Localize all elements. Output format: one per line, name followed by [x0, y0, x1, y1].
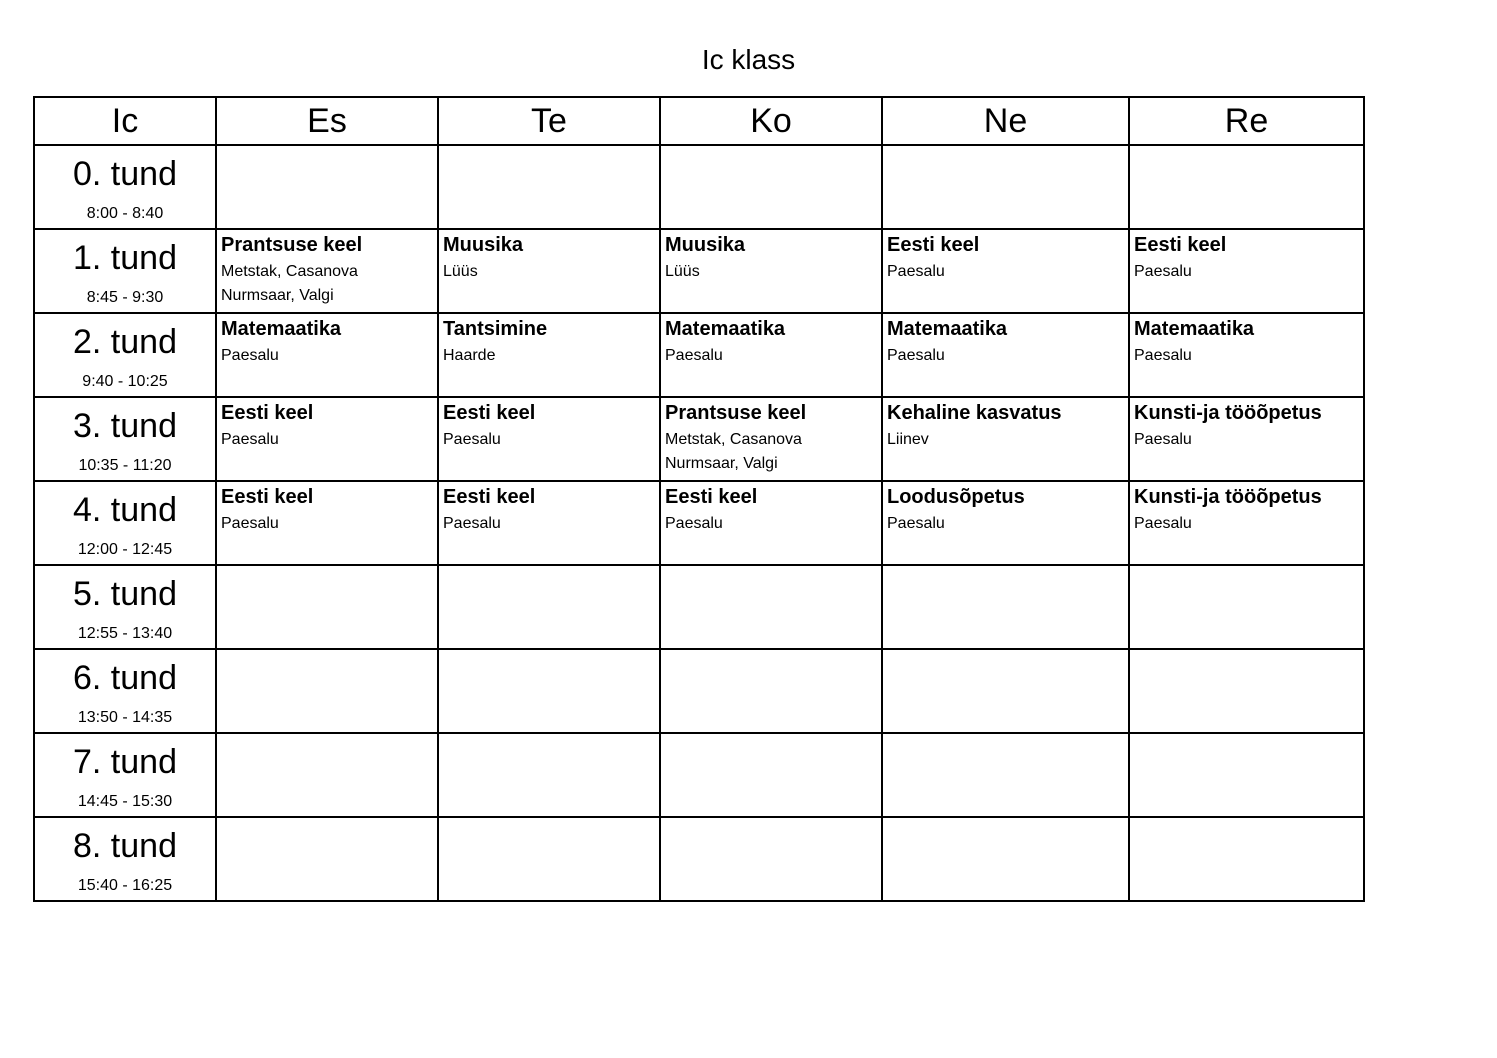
teacher-name: Paesalu [1134, 431, 1192, 448]
subject-name: Matemaatika [665, 318, 786, 340]
teacher-name: Paesalu [221, 347, 279, 364]
lesson-cell-ko [660, 145, 882, 229]
period-time: 14:45 - 15:30 [77, 793, 173, 810]
subject-name: Kehaline kasvatus [887, 402, 1062, 424]
period-name: 0. tund [73, 155, 177, 193]
lesson-cell-te [438, 565, 660, 649]
subject-name: Eesti keel [887, 234, 980, 256]
day-header-te: Te [438, 97, 660, 145]
subject-name: Eesti keel [1134, 234, 1227, 256]
lesson-cell-ne [882, 733, 1129, 817]
teacher-name: Paesalu [221, 515, 279, 532]
lesson-cell-ne [882, 229, 1129, 313]
subject-name: Matemaatika [1134, 318, 1255, 340]
teacher-name: Paesalu [887, 515, 945, 532]
teacher-name: Paesalu [1134, 515, 1192, 532]
lesson-cell-re [1129, 145, 1364, 229]
lesson-cell-te [438, 145, 660, 229]
lesson-cell-te [438, 313, 660, 397]
lesson-cell-re [1129, 649, 1364, 733]
lesson-cell-te [438, 229, 660, 313]
lesson-cell-ko [660, 649, 882, 733]
teacher-name: Paesalu [443, 515, 501, 532]
timetable [33, 96, 1365, 902]
subject-name: Kunsti-ja tööõpetus [1134, 486, 1322, 508]
lesson-cell-ne [882, 397, 1129, 481]
teacher-name: Metstak, Casanova [221, 263, 358, 280]
lesson-cell-te [438, 481, 660, 565]
subject-name: Matemaatika [887, 318, 1008, 340]
period-row [34, 145, 1364, 229]
subject-name: Matemaatika [221, 318, 342, 340]
teacher-name: Lüüs [665, 263, 700, 280]
period-cell [34, 817, 216, 901]
teacher-name: Paesalu [665, 347, 723, 364]
lesson-cell-ne [882, 649, 1129, 733]
subject-name: Tantsimine [443, 318, 548, 340]
day-header-ne: Ne [882, 97, 1129, 145]
teacher-name: Haarde [443, 347, 496, 364]
period-cell [34, 313, 216, 397]
subject-name: Eesti keel [665, 486, 758, 508]
period-time: 15:40 - 16:25 [77, 877, 173, 894]
period-row [34, 229, 1364, 313]
teacher-name: Liinev [887, 431, 929, 448]
subject-name: Eesti keel [443, 486, 536, 508]
subject-name: Eesti keel [221, 402, 314, 424]
teacher-name-2: Nurmsaar, Valgi [221, 287, 334, 304]
day-header-re: Re [1129, 97, 1364, 145]
lesson-cell-re [1129, 229, 1364, 313]
lesson-cell-es [216, 565, 438, 649]
teacher-name: Metstak, Casanova [665, 431, 802, 448]
lesson-cell-es [216, 733, 438, 817]
lesson-cell-es [216, 817, 438, 901]
period-time: 9:40 - 10:25 [82, 373, 168, 390]
lesson-cell-re [1129, 733, 1364, 817]
period-cell [34, 145, 216, 229]
period-cell [34, 229, 216, 313]
teacher-name: Paesalu [887, 263, 945, 280]
subject-name: Muusika [665, 234, 746, 256]
day-header-es: Es [216, 97, 438, 145]
period-time: 8:00 - 8:40 [86, 205, 164, 222]
teacher-name: Paesalu [887, 347, 945, 364]
lesson-cell-es [216, 229, 438, 313]
lesson-cell-ko [660, 229, 882, 313]
lesson-cell-re [1129, 313, 1364, 397]
period-time: 12:00 - 12:45 [77, 541, 173, 558]
period-time: 8:45 - 9:30 [86, 289, 164, 306]
header-row [34, 97, 1364, 145]
lesson-cell-ko [660, 481, 882, 565]
day-header-ko: Ko [660, 97, 882, 145]
lesson-cell-re [1129, 817, 1364, 901]
period-name: 7. tund [73, 743, 177, 781]
lesson-cell-ne [882, 145, 1129, 229]
lesson-cell-es [216, 313, 438, 397]
page-title: Ic klass [701, 44, 796, 75]
lesson-cell-ko [660, 313, 882, 397]
period-time: 10:35 - 11:20 [78, 457, 172, 474]
period-row [34, 565, 1364, 649]
lesson-cell-te [438, 733, 660, 817]
teacher-name: Paesalu [443, 431, 501, 448]
period-cell [34, 397, 216, 481]
period-row [34, 817, 1364, 901]
lesson-cell-es [216, 481, 438, 565]
lesson-cell-es [216, 145, 438, 229]
period-name: 2. tund [73, 323, 177, 361]
period-time: 12:55 - 13:40 [77, 625, 173, 642]
teacher-name-2: Nurmsaar, Valgi [665, 455, 778, 472]
period-cell [34, 649, 216, 733]
period-name: 6. tund [73, 659, 177, 697]
subject-name: Prantsuse keel [221, 234, 363, 256]
lesson-cell-ko [660, 733, 882, 817]
lesson-cell-ne [882, 313, 1129, 397]
period-name: 8. tund [73, 827, 177, 865]
subject-name: Loodusõpetus [887, 486, 1025, 508]
lesson-cell-re [1129, 397, 1364, 481]
subject-name: Eesti keel [221, 486, 314, 508]
teacher-name: Paesalu [221, 431, 279, 448]
period-row [34, 649, 1364, 733]
lesson-cell-es [216, 397, 438, 481]
lesson-cell-te [438, 397, 660, 481]
period-cell [34, 481, 216, 565]
teacher-name: Paesalu [1134, 347, 1192, 364]
lesson-cell-ne [882, 481, 1129, 565]
period-cell [34, 733, 216, 817]
period-row [34, 733, 1364, 817]
teacher-name: Paesalu [665, 515, 723, 532]
period-cell [34, 565, 216, 649]
period-name: 1. tund [73, 239, 177, 277]
subject-name: Kunsti-ja tööõpetus [1134, 402, 1322, 424]
lesson-cell-ko [660, 397, 882, 481]
period-row [34, 397, 1364, 481]
period-name: 5. tund [73, 575, 177, 613]
lesson-cell-te [438, 649, 660, 733]
subject-name: Muusika [443, 234, 524, 256]
lesson-cell-ko [660, 817, 882, 901]
class-header: Ic [34, 97, 216, 145]
subject-name: Prantsuse keel [665, 402, 807, 424]
period-name: 3. tund [73, 407, 177, 445]
lesson-cell-ne [882, 817, 1129, 901]
period-row [34, 313, 1364, 397]
lesson-cell-re [1129, 565, 1364, 649]
lesson-cell-ne [882, 565, 1129, 649]
teacher-name: Paesalu [1134, 263, 1192, 280]
teacher-name: Lüüs [443, 263, 478, 280]
period-row [34, 481, 1364, 565]
lesson-cell-ko [660, 565, 882, 649]
period-time: 13:50 - 14:35 [77, 709, 173, 726]
lesson-cell-te [438, 817, 660, 901]
period-name: 4. tund [73, 491, 177, 529]
lesson-cell-es [216, 649, 438, 733]
subject-name: Eesti keel [443, 402, 536, 424]
lesson-cell-re [1129, 481, 1364, 565]
